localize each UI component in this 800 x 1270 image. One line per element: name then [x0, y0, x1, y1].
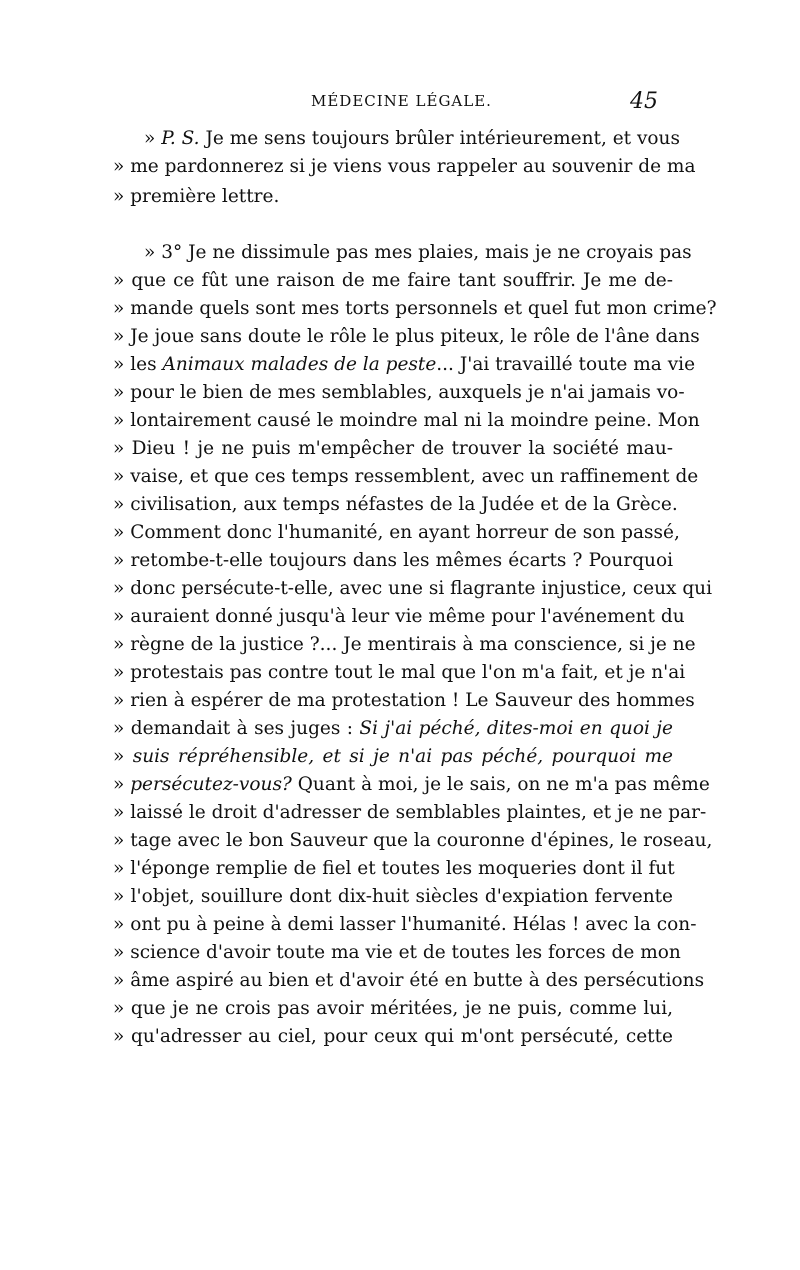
text-line: » suis répréhensible, et si je n'ai pas péché, pourquoi me — [113, 746, 673, 767]
text-line: » donc persécute-t-elle, avec une si flagrante injustice, ceux qui — [113, 578, 712, 599]
text-line: » les Animaux malades de la peste... J'ai travaillé toute ma vie — [113, 354, 696, 375]
text-line: » règne de la justice ?... Je mentirais à ma conscience, si je ne — [113, 634, 696, 655]
text-line: » qu'adresser au ciel, pour ceux qui m'ont persécuté, cette — [113, 1026, 673, 1047]
text-line: » rien à espérer de ma protestation ! Le Sauveur des hommes — [113, 690, 695, 711]
text-line: » ont pu à peine à demi lasser l'humanité. Hélas ! avec la con- — [113, 914, 697, 935]
text-line: » tage avec le bon Sauveur que la couronne d'épines, le roseau, — [113, 830, 713, 851]
text-line: » science d'avoir toute ma vie et de toutes les forces de mon — [113, 942, 681, 963]
text-line: » mande quels sont mes torts personnels et quel fut mon crime? — [113, 298, 717, 319]
text-line: » l'éponge remplie de fiel et toutes les moqueries dont il fut — [113, 858, 675, 879]
page-number: 45 — [630, 89, 658, 114]
text-line: » laissé le droit d'adresser de semblables plaintes, et je ne par- — [113, 802, 707, 823]
text-line: » auraient donné jusqu'à leur vie même pour l'avénement du — [113, 606, 685, 627]
text-line: » Dieu ! je ne puis m'empêcher de trouver la société mau- — [113, 438, 673, 459]
text-line: » persécutez-vous? Quant à moi, je le sais, on ne m'a pas même — [113, 774, 710, 795]
text-line: » civilisation, aux temps néfastes de la Judée et de la Grèce. — [113, 494, 678, 515]
text-line: » retombe-t-elle toujours dans les mêmes écarts ? Pourquoi — [113, 550, 673, 571]
text-line: » Je joue sans doute le rôle le plus piteux, le rôle de l'âne dans — [113, 326, 700, 347]
text-line: » l'objet, souillure dont dix-huit siècles d'expiation fervente — [113, 886, 673, 907]
running-title: MÉDECINE LÉGALE. — [311, 92, 492, 110]
text-line: » que ce fût une raison de me faire tant souffrir. Je me de- — [113, 270, 673, 291]
text-line: » que je ne crois pas avoir méritées, je ne puis, comme lui, — [113, 998, 673, 1019]
text-line: » protestais pas contre tout le mal que l'on m'a fait, et je n'ai — [113, 662, 686, 683]
text-line: » lontairement causé le moindre mal ni la moindre peine. Mon — [113, 410, 700, 431]
text-line: » Comment donc l'humanité, en ayant horreur de son passé, — [113, 522, 680, 543]
text-line: » 3° Je ne dissimule pas mes plaies, mais je ne croyais pas — [144, 242, 692, 263]
text-line: » P. S. Je me sens toujours brûler intérieurement, et vous — [144, 128, 680, 149]
text-line: » pour le bien de mes semblables, auxquels je n'ai jamais vo- — [113, 382, 685, 403]
text-line: » demandait à ses juges : Si j'ai péché, dites-moi en quoi je — [113, 718, 673, 739]
text-line: » première lettre. — [113, 186, 280, 207]
text-line: » vaise, et que ces temps ressemblent, avec un raffinement de — [113, 466, 699, 487]
text-line: » âme aspiré au bien et d'avoir été en butte à des persécutions — [113, 970, 705, 991]
text-line: » me pardonnerez si je viens vous rappeler au souvenir de ma — [113, 156, 696, 177]
